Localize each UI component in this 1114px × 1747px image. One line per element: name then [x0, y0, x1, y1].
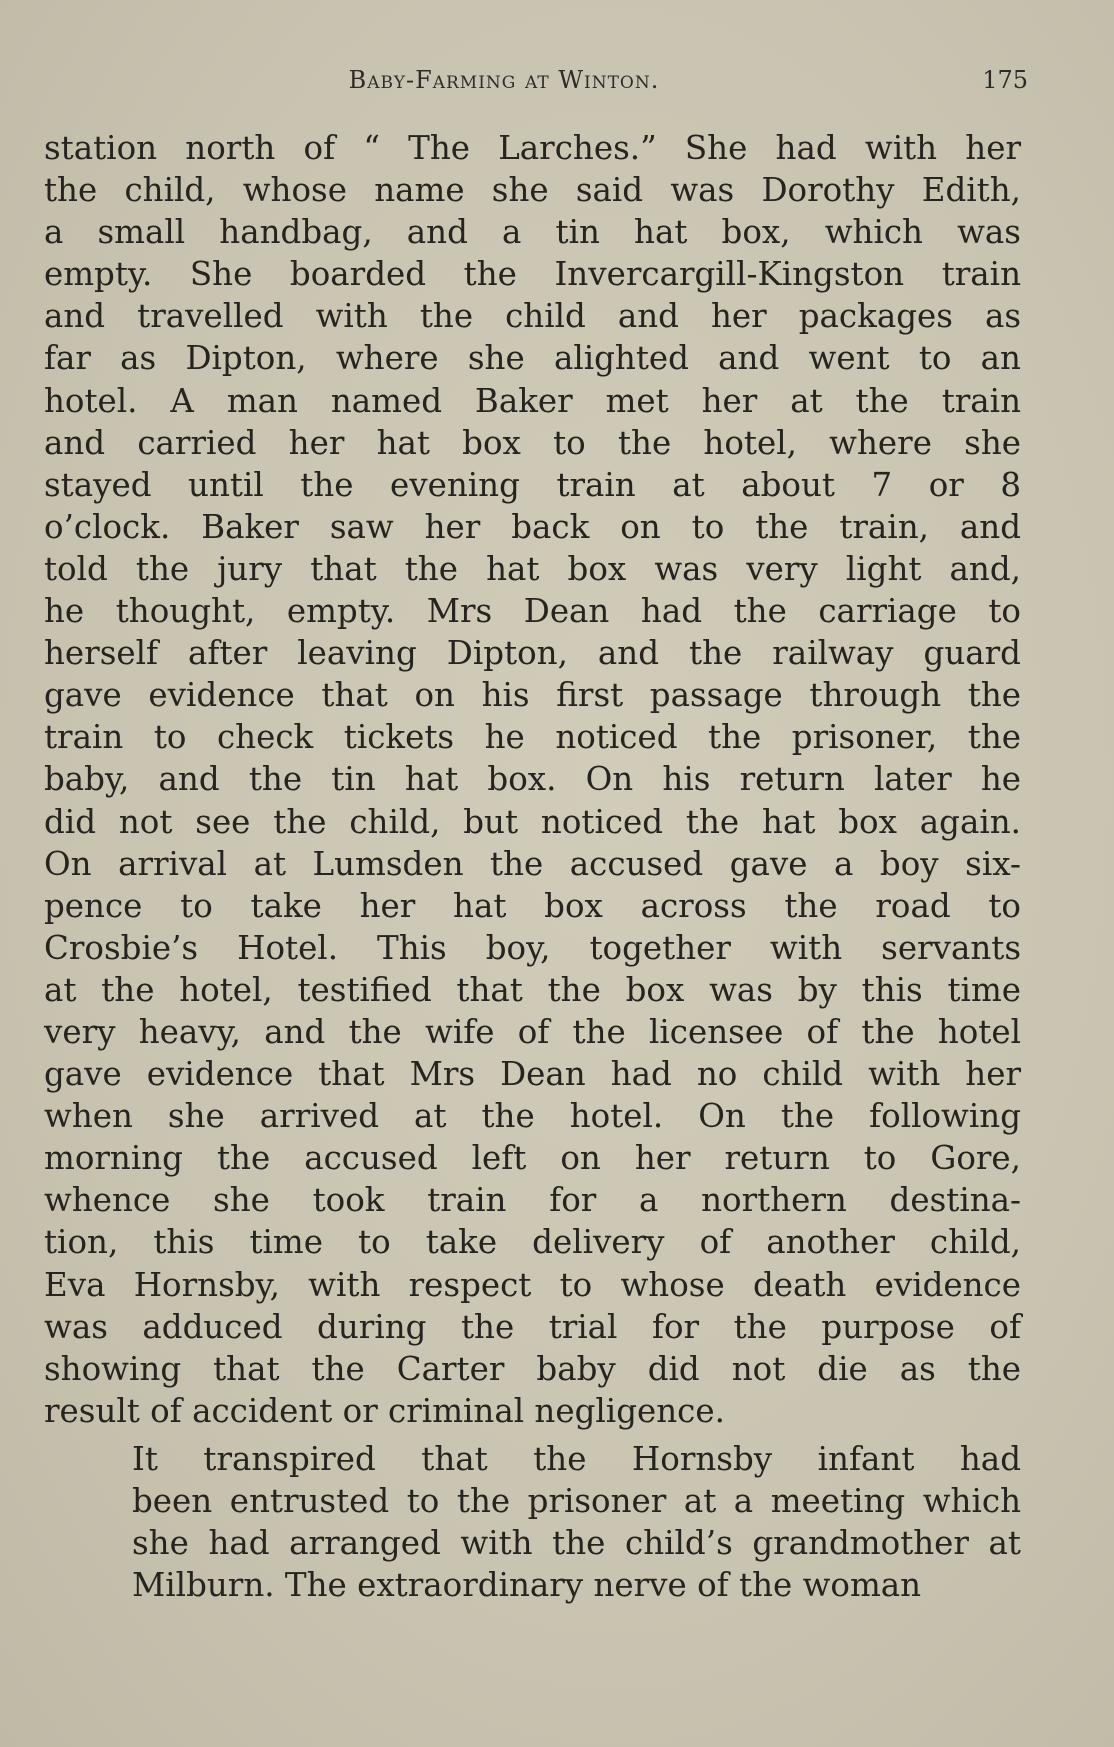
text-line: showing that the Carter baby did not die as the [44, 1349, 1021, 1388]
text-line: told the jury that the hat box was very light and, [44, 549, 1021, 588]
text-line: very heavy, and the wife of the licensee of the hotel [44, 1012, 1021, 1051]
paragraph-1 [44, 127, 1021, 1432]
text-line: tion, this time to take delivery of another child, [44, 1223, 1021, 1262]
text-line: morning the accused left on her return to Gore, [44, 1139, 1021, 1178]
text-line: Crosbie’s Hotel. This boy, together with servants [44, 928, 1021, 967]
text-line: Milburn. The extraordinary nerve of the woman [132, 1566, 922, 1605]
text-line: station north of “ The Larches.” She had with her [44, 129, 1021, 167]
text-line: and travelled with the child and her packages as [44, 297, 1021, 336]
text-line: On arrival at Lumsden the accused gave a boy six- [44, 844, 1021, 883]
text-line: train to check tickets he noticed the prisoner, the [44, 718, 1021, 757]
text-line: empty. She boarded the Invercargill-Kingston train [44, 255, 1021, 294]
text-line: result of accident or criminal negligence. [44, 1391, 725, 1430]
text-line: o’clock. Baker saw her back on to the train, and [44, 507, 1021, 546]
text-line: been entrusted to the prisoner at a meeting which [132, 1482, 1021, 1520]
text-line: hotel. A man named Baker met her at the train [44, 381, 1021, 420]
text-line: at the hotel, testified that the box was by this time [44, 970, 1021, 1009]
text-line: gave evidence that Mrs Dean had no child with her [44, 1055, 1021, 1094]
text-line: a small handbag, and a tin hat box, which was [44, 213, 1021, 252]
text-line: she had arranged with the child’s grandmother at [132, 1524, 1021, 1563]
text-line: gave evidence that on his first passage through the [44, 676, 1021, 715]
text-line: far as Dipton, where she alighted and went to an [44, 339, 1021, 378]
text-line: It transpired that the Hornsby infant had [132, 1439, 1021, 1478]
text-line: did not see the child, but noticed the hat box again. [44, 802, 1021, 841]
text-line: herself after leaving Dipton, and the railway guard [44, 634, 1021, 673]
text-line: and carried her hat box to the hotel, where she [44, 423, 1021, 462]
text-line: stayed until the evening train at about 7 or 8 [44, 465, 1021, 504]
paragraph-2 [44, 1438, 1021, 1606]
text-line: whence she took train for a northern destina- [44, 1181, 1021, 1220]
text-line: when she arrived at the hotel. On the following [44, 1097, 1021, 1136]
text-line: pence to take her hat box across the road to [44, 886, 1021, 925]
page-number: 175 [982, 66, 1028, 94]
text-line: was adduced during the trial for the purpose of [44, 1307, 1021, 1346]
running-title: Baby-Farming at Winton. [348, 66, 660, 94]
text-line: baby, and the tin hat box. On his return later he [44, 760, 1021, 799]
text-line: he thought, empty. Mrs Dean had the carriage to [44, 592, 1021, 631]
text-line: the child, whose name she said was Dorothy Edith, [44, 171, 1021, 210]
running-head [44, 62, 1044, 102]
text-line: Eva Hornsby, with respect to whose death evidence [44, 1265, 1021, 1304]
body-text [44, 127, 1021, 1606]
